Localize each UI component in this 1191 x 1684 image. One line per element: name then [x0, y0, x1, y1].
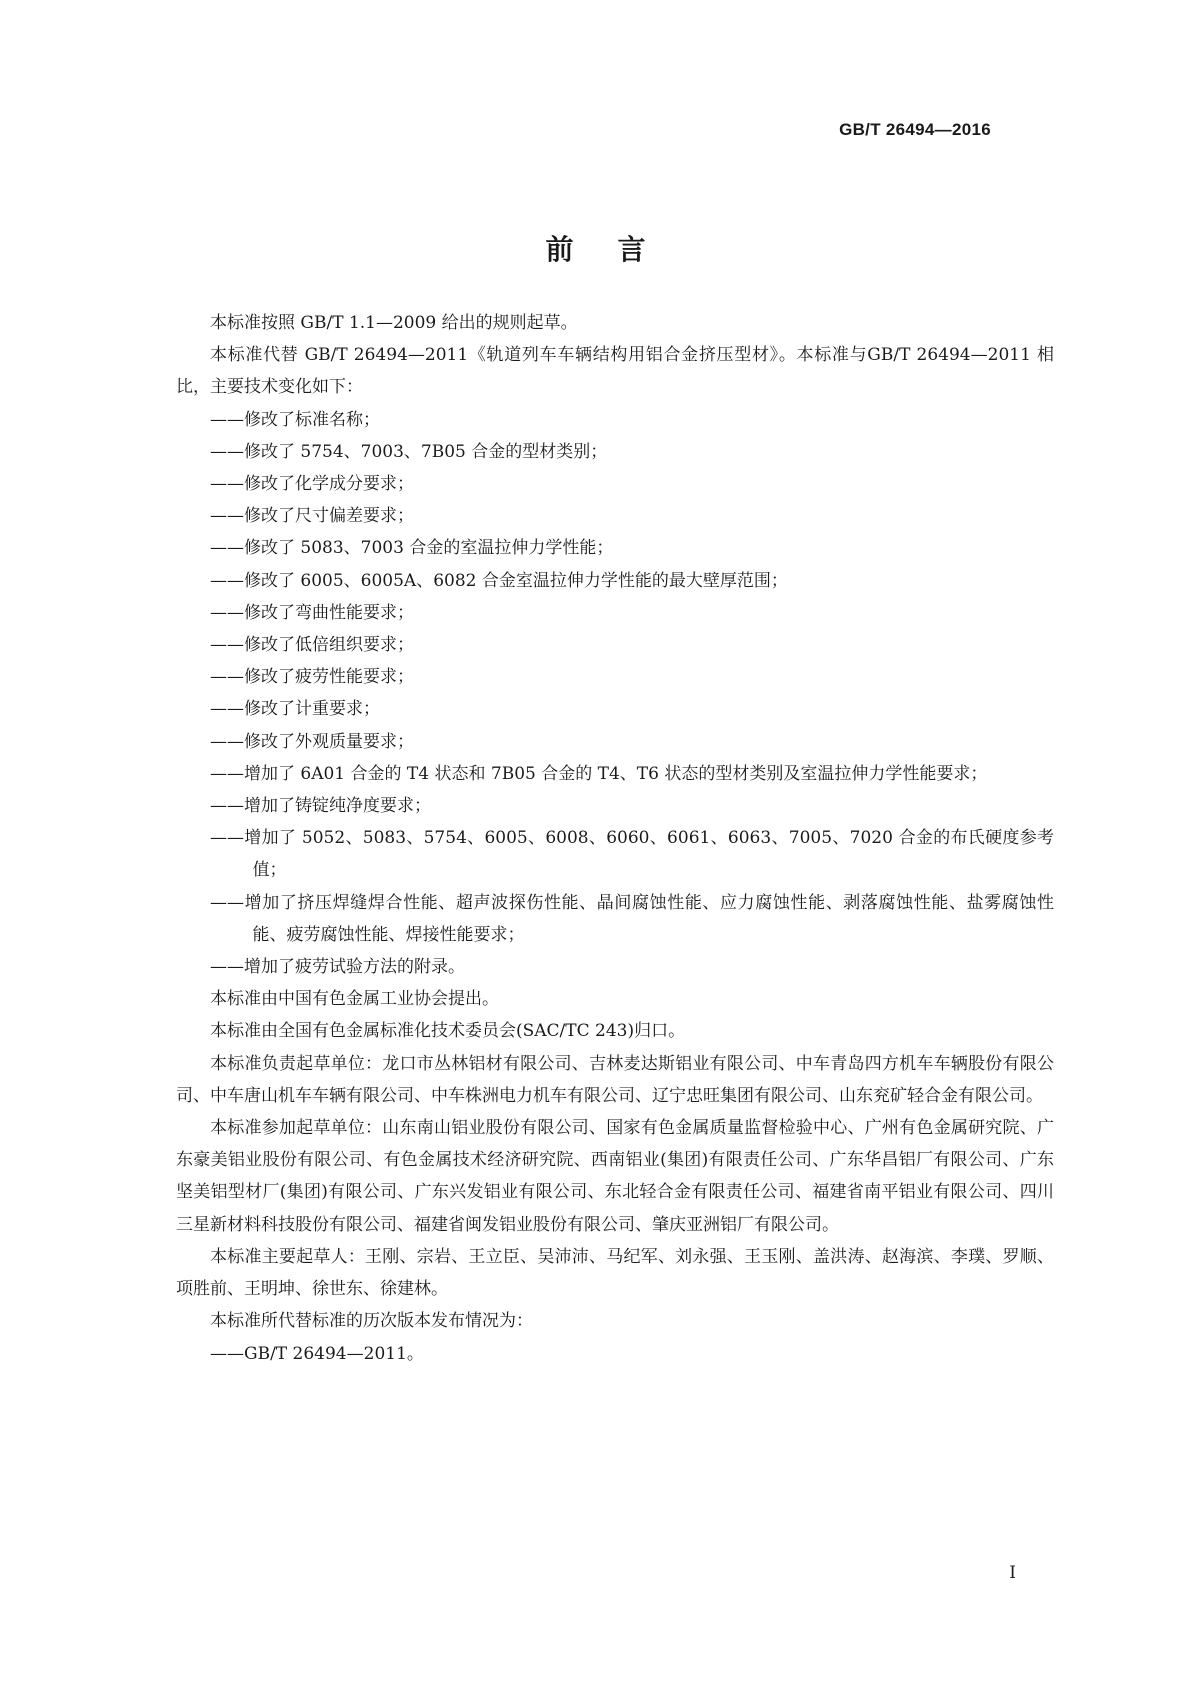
list-item: ——修改了化学成分要求； — [210, 474, 414, 495]
list-item: ——增加了 6A01 合金的 T4 状态和 7B05 合金的 T4、T6 状态的型材类别及室温拉伸力学性能要求； — [210, 763, 988, 784]
list-item: ——增加了 5052、5083、5754、6005、6008、6060、6061、6063、7005、7020 合金的布氏硬度参考值； — [210, 828, 1054, 881]
list-item: ——修改了 5754、7003、7B05 合金的型材类别； — [210, 441, 608, 462]
drafters-paragraph: 本标准主要起草人：王刚、宗岩、王立臣、吴沛沛、马纪军、刘永强、王玉刚、盖洪涛、赵海滨、李璞、罗顺、项胜前、王明坤、徐世东、徐建林。 — [176, 1246, 1054, 1300]
list-item: ——增加了铸锭纯净度要求； — [210, 796, 431, 817]
replacement-paragraph: 本标准代替 GB/T 26494—2011《轨道列车车辆结构用铝合金挤压型材》。本标准与GB/T 26494—2011 相比，主要技术变化如下： — [176, 345, 1054, 398]
list-item: ——修改了计重要求； — [210, 699, 380, 720]
standard-code: GB/T 26494—2016 — [839, 120, 991, 139]
page-title: 前言 — [545, 233, 690, 266]
history-intro-paragraph: 本标准所代替标准的历次版本发布情况为： — [210, 1311, 533, 1332]
drafting-rules-paragraph: 本标准按照 GB/T 1.1—2009 给出的规则起草。 — [210, 313, 578, 333]
history-item: ——GB/T 26494—2011。 — [210, 1343, 424, 1364]
list-item: ——修改了尺寸偏差要求； — [210, 506, 414, 527]
list-item: ——修改了疲劳性能要求； — [210, 667, 414, 688]
list-item: ——增加了疲劳试验方法的附录。 — [210, 957, 465, 978]
list-item: ——修改了 5083、7003 合金的室温拉伸力学性能； — [210, 538, 614, 559]
list-item: ——修改了标准名称； — [210, 409, 380, 430]
responsible-units-paragraph: 本标准负责起草单位：龙口市丛林铝材有限公司、吉林麦达斯铝业有限公司、中车青岛四方机车车辆股份有限公司、中车唐山机车车辆有限公司、中车株洲电力机车有限公司、辽宁忠旺集团有限公司、山东兖矿轻合金有限公司。 — [176, 1053, 1054, 1106]
changes-list — [176, 404, 1054, 984]
list-item: ——增加了挤压焊缝焊合性能、超声波探伤性能、晶间腐蚀性能、应力腐蚀性能、剥落腐蚀性能、盐雾腐蚀性能、疲劳腐蚀性能、焊接性能要求； — [210, 892, 1054, 945]
list-item: ——修改了外观质量要求； — [210, 731, 414, 752]
list-item: ——修改了 6005、6005A、6082 合金室温拉伸力学性能的最大壁厚范围； — [210, 570, 788, 591]
proposer-paragraph: 本标准由中国有色金属工业协会提出。 — [210, 989, 499, 1010]
list-item: ——修改了低倍组织要求； — [210, 635, 414, 656]
document-body — [176, 307, 1054, 1370]
list-item: ——修改了弯曲性能要求； — [210, 602, 414, 623]
committee-paragraph: 本标准由全国有色金属标准化技术委员会(SAC/TC 243)归口。 — [210, 1021, 686, 1042]
page-number: I — [1009, 1563, 1016, 1583]
participating-units-paragraph: 本标准参加起草单位：山东南山铝业股份有限公司、国家有色金属质量监督检验中心、广州有色金属研究院、广东豪美铝业股份有限公司、有色金属技术经济研究院、西南铝业(集团)有限责任公司、广东华昌铝厂有限公司、广东坚美铝型材厂(集团)有限公司、广东兴发铝业有限公司、东北轻合金有限责任公司、福建省南平铝业有限公司、四川三星新材料科技股份有限公司、福建省闽发铝业股份有限公司、肇庆亚洲铝厂有限公司。 — [176, 1118, 1054, 1235]
